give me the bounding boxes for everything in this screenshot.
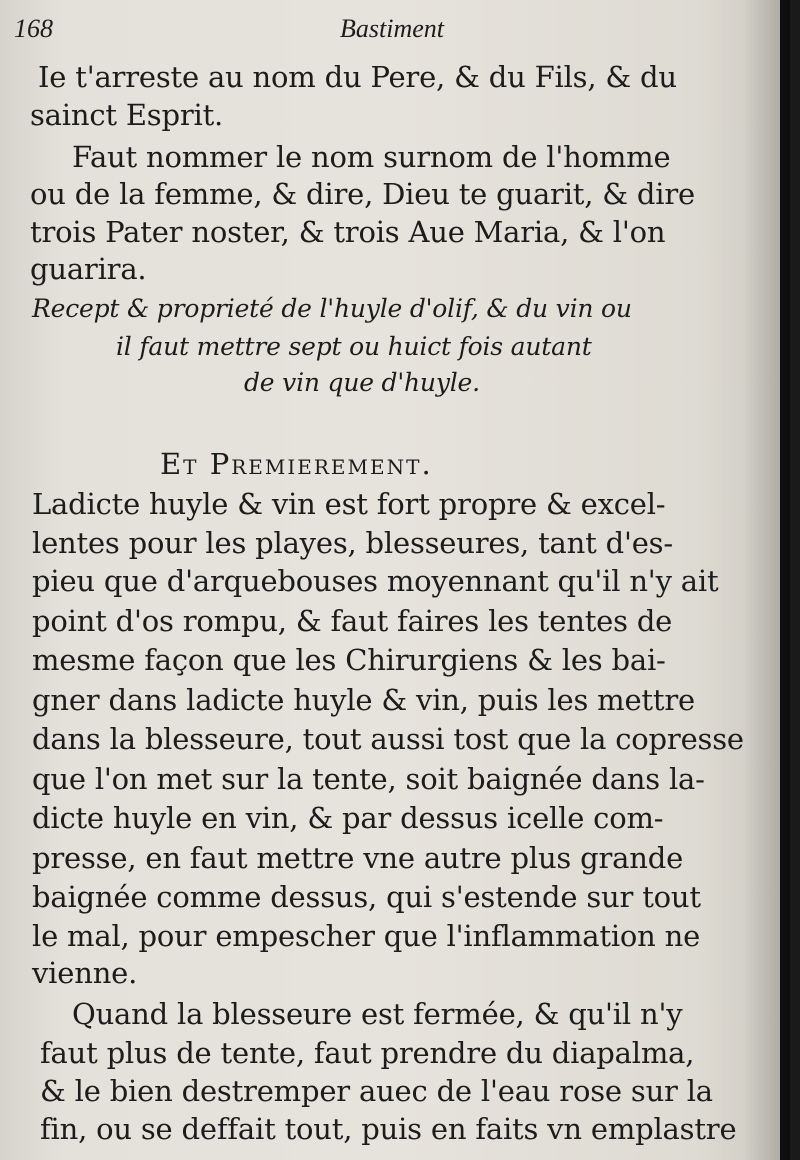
text-line: sainct Esprit. [30,98,224,132]
text-line: baignée comme dessus, qui s'estende sur tout [32,880,701,914]
text-line: guarira. [30,252,147,286]
text-line: ou de la femme, & dire, Dieu te guarit, & dire [30,177,695,211]
text-line: Ladicte huyle & vin est fort propre & excel- [32,487,666,521]
text-line: & le bien destremper auec de l'eau rose sur la [40,1074,713,1108]
text-line: Ie t'arreste au nom du Pere, & du Fils, & du [38,60,677,94]
text-line: lentes pour les playes, blesseures, tant d'es- [32,526,673,560]
section-heading-line: il faut mettre sept ou huict fois autant [116,332,592,361]
text-line: dicte huyle en vin, & par dessus icelle com- [32,801,664,835]
text-line: le mal, pour empescher que l'inflammation ne [32,919,701,953]
text-line: presse, en faut mettre vne autre plus grande [32,841,684,875]
text-line: trois Pater noster, & trois Aue Maria, & l'on [30,215,666,249]
text-line: Faut nommer le nom surnom de l'homme [72,140,671,174]
section-heading-line: de vin que d'huyle. [244,368,480,397]
text-line: que l'on met sur la tente, soit baignée dans la- [32,762,705,796]
section-heading-line: Recept & proprieté de l'huyle d'olif, & du vin ou [32,294,632,323]
page-edge-shadow [780,0,790,1160]
text-line: pieu que d'arquebouses moyennant qu'il n'y ait [32,564,719,598]
text-line: faut plus de tente, faut prendre du diapalma, [40,1036,695,1070]
text-line: Quand la blesseure est fermée, & qu'il n'y [72,997,683,1031]
page-number: 168 [14,14,53,43]
subheading: Et Premierement. [160,447,433,481]
text-line: point d'os rompu, & faut faires les tentes de [32,604,673,638]
text-line: gner dans ladicte huyle & vin, puis les mettre [32,683,695,717]
text-line: fin, ou se deffait tout, puis en faits vn emplastre [40,1112,737,1146]
running-title: Bastiment [340,14,444,43]
text-line: dans la blesseure, tout aussi tost que la copresse [32,722,744,756]
text-line: mesme façon que les Chirurgiens & les bai- [32,643,666,677]
text-line: vienne. [32,956,138,990]
